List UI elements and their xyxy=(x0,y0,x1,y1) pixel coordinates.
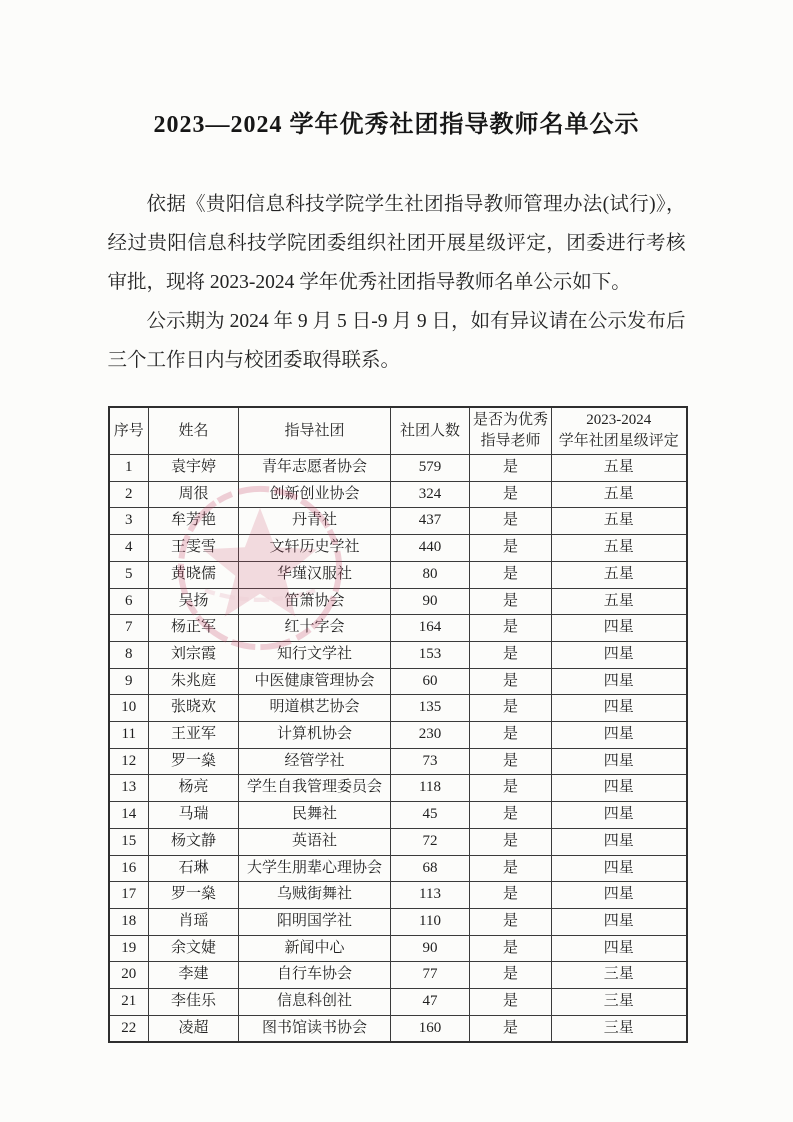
cell-members: 47 xyxy=(391,989,470,1016)
table-row xyxy=(109,828,687,855)
cell-club: 自行车协会 xyxy=(239,962,391,989)
cell-star-rating: 三星 xyxy=(552,962,687,989)
cell-star-rating: 四星 xyxy=(552,908,687,935)
cell-name: 袁宇婷 xyxy=(149,455,239,482)
table-row xyxy=(109,748,687,775)
cell-seq: 12 xyxy=(109,748,149,775)
cell-name: 杨正军 xyxy=(149,615,239,642)
cell-star-rating: 五星 xyxy=(552,535,687,562)
cell-star-rating: 五星 xyxy=(552,508,687,535)
cell-seq: 14 xyxy=(109,802,149,829)
header-name: 姓名 xyxy=(149,407,239,455)
cell-excellent: 是 xyxy=(470,722,552,749)
cell-star-rating: 四星 xyxy=(552,641,687,668)
cell-name: 杨文静 xyxy=(149,828,239,855)
table-row xyxy=(109,508,687,535)
cell-excellent: 是 xyxy=(470,855,552,882)
table-row xyxy=(109,775,687,802)
cell-excellent: 是 xyxy=(470,535,552,562)
cell-members: 80 xyxy=(391,561,470,588)
paragraph-publicity-period: 公示期为 2024 年 9 月 5 日-9 月 9 日，如有异议请在公示发布后三个工作日内与校团委取得联系。 xyxy=(107,311,686,371)
cell-seq: 3 xyxy=(109,508,149,535)
header-club: 指导社团 xyxy=(239,407,391,455)
page-title: 2023—2024 学年优秀社团指导教师名单公示 xyxy=(153,112,640,138)
table-row xyxy=(109,935,687,962)
cell-seq: 8 xyxy=(109,641,149,668)
cell-club: 计算机协会 xyxy=(239,722,391,749)
cell-members: 160 xyxy=(391,1015,470,1042)
table-row xyxy=(109,962,687,989)
cell-excellent: 是 xyxy=(470,962,552,989)
cell-star-rating: 四星 xyxy=(552,802,687,829)
cell-seq: 16 xyxy=(109,855,149,882)
cell-members: 90 xyxy=(391,935,470,962)
cell-members: 72 xyxy=(391,828,470,855)
cell-name: 杨亮 xyxy=(149,775,239,802)
cell-seq: 11 xyxy=(109,722,149,749)
cell-members: 73 xyxy=(391,748,470,775)
cell-members: 135 xyxy=(391,695,470,722)
table-row xyxy=(109,668,687,695)
teacher-table-wrap xyxy=(108,406,686,1043)
cell-excellent: 是 xyxy=(470,802,552,829)
cell-name: 李建 xyxy=(149,962,239,989)
cell-club: 笛箫协会 xyxy=(239,588,391,615)
cell-seq: 15 xyxy=(109,828,149,855)
cell-star-rating: 四星 xyxy=(552,775,687,802)
cell-members: 153 xyxy=(391,641,470,668)
header-seq: 序号 xyxy=(109,407,149,455)
cell-name: 肖瑶 xyxy=(149,908,239,935)
cell-seq: 2 xyxy=(109,481,149,508)
cell-star-rating: 五星 xyxy=(552,481,687,508)
cell-name: 黄晓儒 xyxy=(149,561,239,588)
cell-star-rating: 四星 xyxy=(552,855,687,882)
cell-club: 阳明国学社 xyxy=(239,908,391,935)
cell-name: 凌超 xyxy=(149,1015,239,1042)
cell-club: 红十字会 xyxy=(239,615,391,642)
cell-members: 113 xyxy=(391,882,470,909)
cell-club: 信息科创社 xyxy=(239,989,391,1016)
cell-members: 440 xyxy=(391,535,470,562)
cell-name: 余文婕 xyxy=(149,935,239,962)
cell-star-rating: 四星 xyxy=(552,668,687,695)
cell-club: 图书馆读书协会 xyxy=(239,1015,391,1042)
cell-seq: 13 xyxy=(109,775,149,802)
cell-seq: 10 xyxy=(109,695,149,722)
cell-members: 45 xyxy=(391,802,470,829)
table-row xyxy=(109,1015,687,1042)
cell-club: 文轩历史学社 xyxy=(239,535,391,562)
table-row xyxy=(109,908,687,935)
cell-excellent: 是 xyxy=(470,775,552,802)
cell-seq: 7 xyxy=(109,615,149,642)
table-row xyxy=(109,535,687,562)
cell-star-rating: 四星 xyxy=(552,615,687,642)
cell-star-rating: 五星 xyxy=(552,455,687,482)
cell-seq: 4 xyxy=(109,535,149,562)
cell-star-rating: 五星 xyxy=(552,561,687,588)
cell-members: 324 xyxy=(391,481,470,508)
table-row xyxy=(109,588,687,615)
cell-club: 明道棋艺协会 xyxy=(239,695,391,722)
cell-star-rating: 四星 xyxy=(552,882,687,909)
cell-members: 164 xyxy=(391,615,470,642)
cell-club: 知行文学社 xyxy=(239,641,391,668)
cell-name: 王亚军 xyxy=(149,722,239,749)
cell-star-rating: 四星 xyxy=(552,935,687,962)
cell-excellent: 是 xyxy=(470,455,552,482)
cell-star-rating: 五星 xyxy=(552,588,687,615)
table-row xyxy=(109,641,687,668)
cell-seq: 20 xyxy=(109,962,149,989)
cell-members: 90 xyxy=(391,588,470,615)
cell-seq: 19 xyxy=(109,935,149,962)
cell-club: 民舞社 xyxy=(239,802,391,829)
cell-club: 大学生朋辈心理协会 xyxy=(239,855,391,882)
table-row xyxy=(109,615,687,642)
cell-members: 60 xyxy=(391,668,470,695)
cell-club: 学生自我管理委员会 xyxy=(239,775,391,802)
cell-name: 张晓欢 xyxy=(149,695,239,722)
cell-club: 乌贼街舞社 xyxy=(239,882,391,909)
cell-excellent: 是 xyxy=(470,908,552,935)
cell-club: 经管学社 xyxy=(239,748,391,775)
cell-star-rating: 三星 xyxy=(552,1015,687,1042)
teacher-roster-table xyxy=(108,406,688,1043)
table-row xyxy=(109,561,687,588)
cell-excellent: 是 xyxy=(470,882,552,909)
cell-star-rating: 四星 xyxy=(552,722,687,749)
cell-excellent: 是 xyxy=(470,561,552,588)
cell-name: 刘宗霞 xyxy=(149,641,239,668)
table-row xyxy=(109,802,687,829)
cell-excellent: 是 xyxy=(470,1015,552,1042)
cell-club: 丹青社 xyxy=(239,508,391,535)
table-row xyxy=(109,855,687,882)
cell-excellent: 是 xyxy=(470,641,552,668)
cell-name: 李佳乐 xyxy=(149,989,239,1016)
cell-excellent: 是 xyxy=(470,615,552,642)
cell-members: 230 xyxy=(391,722,470,749)
cell-club: 创新创业协会 xyxy=(239,481,391,508)
cell-excellent: 是 xyxy=(470,588,552,615)
cell-members: 118 xyxy=(391,775,470,802)
cell-seq: 21 xyxy=(109,989,149,1016)
cell-name: 罗一燊 xyxy=(149,748,239,775)
header-star-rating xyxy=(552,407,687,455)
cell-name: 朱兆庭 xyxy=(149,668,239,695)
cell-excellent: 是 xyxy=(470,989,552,1016)
cell-club: 华瑾汉服社 xyxy=(239,561,391,588)
cell-club: 中医健康管理协会 xyxy=(239,668,391,695)
table-body xyxy=(109,455,687,1043)
cell-name: 周很 xyxy=(149,481,239,508)
cell-excellent: 是 xyxy=(470,748,552,775)
cell-name: 罗一燊 xyxy=(149,882,239,909)
cell-name: 马瑞 xyxy=(149,802,239,829)
table-row xyxy=(109,722,687,749)
cell-star-rating: 四星 xyxy=(552,695,687,722)
cell-club: 新闻中心 xyxy=(239,935,391,962)
header-members: 社团人数 xyxy=(391,407,470,455)
cell-members: 68 xyxy=(391,855,470,882)
cell-members: 437 xyxy=(391,508,470,535)
cell-excellent: 是 xyxy=(470,481,552,508)
cell-club: 英语社 xyxy=(239,828,391,855)
cell-excellent: 是 xyxy=(470,828,552,855)
cell-seq: 22 xyxy=(109,1015,149,1042)
cell-excellent: 是 xyxy=(470,508,552,535)
body-text xyxy=(108,185,686,380)
table-row xyxy=(109,989,687,1016)
table-row xyxy=(109,455,687,482)
table-row xyxy=(109,481,687,508)
paragraph-basis: 依据《贵阳信息科技学院学生社团指导教师管理办法(试行)》，经过贵阳信息科技学院团委组织社团开展星级评定，团委进行考核审批，现将 2023-2024 学年优秀社团指导教师名单公示如下。 xyxy=(107,194,686,293)
cell-star-rating: 三星 xyxy=(552,989,687,1016)
cell-seq: 17 xyxy=(109,882,149,909)
cell-seq: 6 xyxy=(109,588,149,615)
cell-members: 77 xyxy=(391,962,470,989)
cell-excellent: 是 xyxy=(470,668,552,695)
cell-seq: 5 xyxy=(109,561,149,588)
cell-members: 579 xyxy=(391,455,470,482)
header-excellent xyxy=(470,407,552,455)
table-header-row xyxy=(109,407,687,455)
cell-excellent: 是 xyxy=(470,935,552,962)
cell-seq: 9 xyxy=(109,668,149,695)
cell-seq: 1 xyxy=(109,455,149,482)
cell-name: 吴扬 xyxy=(149,588,239,615)
cell-star-rating: 四星 xyxy=(552,828,687,855)
cell-name: 牟芳艳 xyxy=(149,508,239,535)
table-row xyxy=(109,882,687,909)
cell-excellent: 是 xyxy=(470,695,552,722)
cell-name: 王雯雪 xyxy=(149,535,239,562)
header-excellent-line2: 指导老师 xyxy=(480,433,541,449)
header-star-rating-line2: 学年社团星级评定 xyxy=(558,433,679,449)
cell-club: 青年志愿者协会 xyxy=(239,455,391,482)
cell-name: 石琳 xyxy=(149,855,239,882)
cell-seq: 18 xyxy=(109,908,149,935)
table-row xyxy=(109,695,687,722)
header-star-rating-line1: 2023-2024 xyxy=(586,412,652,428)
cell-star-rating: 四星 xyxy=(552,748,687,775)
cell-members: 110 xyxy=(391,908,470,935)
header-excellent-line1: 是否为优秀 xyxy=(472,412,548,428)
